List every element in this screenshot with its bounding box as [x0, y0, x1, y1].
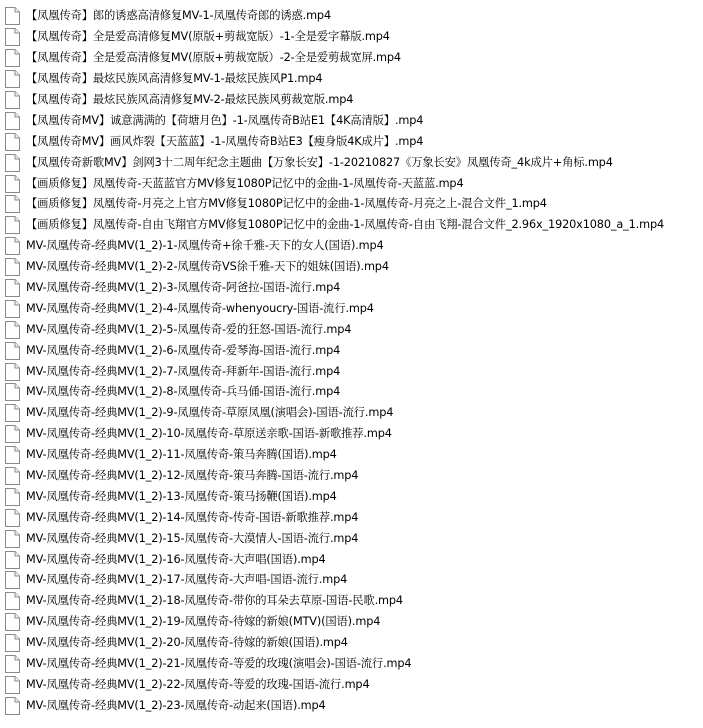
file-row[interactable] [0, 340, 703, 361]
document-file-icon [5, 175, 20, 193]
document-file-icon [5, 49, 20, 67]
file-name: MV-凤凰传奇-经典MV(1_2)-16-凤凰传奇-大声唱(国语).mp4 [26, 552, 326, 566]
file-name: MV-凤凰传奇-经典MV(1_2)-9-凤凰传奇-草原凤凰(演唱会)-国语-流行.mp4 [26, 406, 394, 420]
file-row[interactable] [0, 675, 703, 696]
file-name: 【凤凰传奇MV】诚意满满的【荷塘月色】-1-凤凰传奇B站E1【4K高清版】.mp4 [26, 113, 424, 127]
file-row[interactable] [0, 403, 703, 424]
file-row[interactable] [0, 194, 703, 215]
document-file-icon [5, 91, 20, 109]
file-row[interactable] [0, 528, 703, 549]
file-name: 【画质修复】凤凰传奇-天蓝蓝官方MV修复1080P记忆中的金曲-1-凤凰传奇-天蓝蓝.mp4 [26, 176, 464, 190]
document-file-icon [5, 70, 20, 88]
file-name: MV-凤凰传奇-经典MV(1_2)-2-凤凰传奇VS徐千雅-天下的姐妹(国语).mp4 [26, 260, 389, 274]
file-row[interactable] [0, 654, 703, 675]
file-row[interactable] [0, 570, 703, 591]
file-row[interactable] [0, 152, 703, 173]
document-file-icon [5, 195, 20, 213]
file-name: MV-凤凰传奇-经典MV(1_2)-14-凤凰传奇-传奇-国语-新歌推荐.mp4 [26, 510, 359, 524]
file-name: MV-凤凰传奇-经典MV(1_2)-4-凤凰传奇-whenyoucry-国语-流行.mp4 [26, 301, 374, 315]
file-name: 【凤凰传奇MV】画风炸裂【天蓝蓝】-1-凤凰传奇B站E3【瘦身版4K成片】.mp4 [26, 134, 424, 148]
file-name: MV-凤凰传奇-经典MV(1_2)-19-凤凰传奇-待嫁的新娘(MTV)(国语).mp4 [26, 615, 381, 629]
file-row[interactable] [0, 236, 703, 257]
document-file-icon [5, 509, 20, 527]
file-name: MV-凤凰传奇-经典MV(1_2)-6-凤凰传奇-爱琴海-国语-流行.mp4 [26, 343, 341, 357]
file-name: MV-凤凰传奇-经典MV(1_2)-1-凤凰传奇+徐千雅-天下的女人(国语).mp4 [26, 239, 384, 253]
document-file-icon [5, 446, 20, 464]
file-name: 【凤凰传奇】全是爱高清修复MV(原版+剪裁宽版）-2-全是爱剪裁宽屏.mp4 [26, 51, 401, 65]
file-row[interactable] [0, 486, 703, 507]
document-file-icon [5, 300, 20, 318]
document-file-icon [5, 342, 20, 360]
file-name: MV-凤凰传奇-经典MV(1_2)-20-凤凰传奇-待嫁的新娘(国语).mp4 [26, 636, 348, 650]
file-name: MV-凤凰传奇-经典MV(1_2)-21-凤凰传奇-等爱的玫瑰(演唱会)-国语-流行.mp4 [26, 657, 412, 671]
file-row[interactable] [0, 445, 703, 466]
document-file-icon [5, 655, 20, 673]
file-name: 【凤凰传奇新歌MV】剑网3十二周年纪念主题曲【万象长安】-1-20210827《万象长安》凤凰传奇_4k成片+角标.mp4 [26, 155, 613, 169]
document-file-icon [5, 697, 20, 715]
file-name: 【凤凰传奇】全是爱高清修复MV(原版+剪裁宽版）-1-全是爱字幕版.mp4 [26, 30, 390, 44]
file-row[interactable] [0, 69, 703, 90]
file-name: MV-凤凰传奇-经典MV(1_2)-8-凤凰传奇-兵马俑-国语-流行.mp4 [26, 385, 341, 399]
document-file-icon [5, 28, 20, 46]
file-name: MV-凤凰传奇-经典MV(1_2)-13-凤凰传奇-策马扬鞭(国语).mp4 [26, 489, 337, 503]
file-name: 【画质修复】凤凰传奇-月亮之上官方MV修复1080P记忆中的金曲-1-凤凰传奇-月亮之上-混合文件_1.mp4 [26, 197, 547, 211]
file-row[interactable] [0, 612, 703, 633]
document-file-icon [5, 467, 20, 485]
file-name: MV-凤凰传奇-经典MV(1_2)-17-凤凰传奇-大声唱-国语-流行.mp4 [26, 573, 348, 587]
file-row[interactable] [0, 215, 703, 236]
file-row[interactable] [0, 361, 703, 382]
file-name: 【凤凰传奇】最炫民族风高清修复MV-1-最炫民族风P1.mp4 [26, 72, 323, 86]
file-row[interactable] [0, 110, 703, 131]
file-row[interactable] [0, 257, 703, 278]
file-name: 【凤凰传奇】郎的诱惑高清修复MV-1-凤凰传奇郎的诱惑.mp4 [26, 9, 331, 23]
document-file-icon [5, 488, 20, 506]
file-row[interactable] [0, 48, 703, 69]
document-file-icon [5, 258, 20, 276]
document-file-icon [5, 112, 20, 130]
file-name: MV-凤凰传奇-经典MV(1_2)-3-凤凰传奇-阿爸拉-国语-流行.mp4 [26, 281, 341, 295]
document-file-icon [5, 133, 20, 151]
document-file-icon [5, 237, 20, 255]
file-row[interactable] [0, 27, 703, 48]
document-file-icon [5, 634, 20, 652]
file-name: 【画质修复】凤凰传奇-自由飞翔官方MV修复1080P记忆中的金曲-1-凤凰传奇-自由飞翔-混合文件_2.96x_1920x1080_a_1.mp4 [26, 218, 665, 232]
file-name: MV-凤凰传奇-经典MV(1_2)-12-凤凰传奇-策马奔腾-国语-流行.mp4 [26, 469, 359, 483]
document-file-icon [5, 279, 20, 297]
file-row[interactable] [0, 173, 703, 194]
file-row[interactable] [0, 695, 703, 716]
file-row[interactable] [0, 507, 703, 528]
file-name: MV-凤凰传奇-经典MV(1_2)-23-凤凰传奇-动起来(国语).mp4 [26, 698, 326, 712]
file-list [0, 6, 703, 716]
document-file-icon [5, 592, 20, 610]
file-row[interactable] [0, 298, 703, 319]
file-row[interactable] [0, 319, 703, 340]
file-name: MV-凤凰传奇-经典MV(1_2)-11-凤凰传奇-策马奔腾(国语).mp4 [26, 448, 337, 462]
file-row[interactable] [0, 382, 703, 403]
file-name: MV-凤凰传奇-经典MV(1_2)-15-凤凰传奇-大漠情人-国语-流行.mp4 [26, 531, 359, 545]
file-name: MV-凤凰传奇-经典MV(1_2)-7-凤凰传奇-拜新年-国语-流行.mp4 [26, 364, 341, 378]
document-file-icon [5, 551, 20, 569]
file-name: MV-凤凰传奇-经典MV(1_2)-22-凤凰传奇-等爱的玫瑰-国语-流行.mp4 [26, 677, 370, 691]
document-file-icon [5, 676, 20, 694]
file-row[interactable] [0, 6, 703, 27]
document-file-icon [5, 571, 20, 589]
document-file-icon [5, 363, 20, 381]
file-row[interactable] [0, 591, 703, 612]
file-name: MV-凤凰传奇-经典MV(1_2)-5-凤凰传奇-爱的狂怒-国语-流行.mp4 [26, 322, 352, 336]
file-row[interactable] [0, 424, 703, 445]
document-file-icon [5, 154, 20, 172]
file-row[interactable] [0, 633, 703, 654]
file-name: MV-凤凰传奇-经典MV(1_2)-10-凤凰传奇-草原送亲歌-国语-新歌推荐.mp4 [26, 427, 392, 441]
file-row[interactable] [0, 90, 703, 111]
file-row[interactable] [0, 278, 703, 299]
document-file-icon [5, 425, 20, 443]
document-file-icon [5, 383, 20, 401]
file-row[interactable] [0, 131, 703, 152]
file-row[interactable] [0, 466, 703, 487]
document-file-icon [5, 216, 20, 234]
document-file-icon [5, 321, 20, 339]
document-file-icon [5, 404, 20, 422]
file-name: MV-凤凰传奇-经典MV(1_2)-18-凤凰传奇-带你的耳朵去草原-国语-民歌.mp4 [26, 594, 403, 608]
document-file-icon [5, 530, 20, 548]
file-row[interactable] [0, 549, 703, 570]
document-file-icon [5, 7, 20, 25]
document-file-icon [5, 613, 20, 631]
file-name: 【凤凰传奇】最炫民族风高清修复MV-2-最炫民族风剪裁宽版.mp4 [26, 93, 354, 106]
